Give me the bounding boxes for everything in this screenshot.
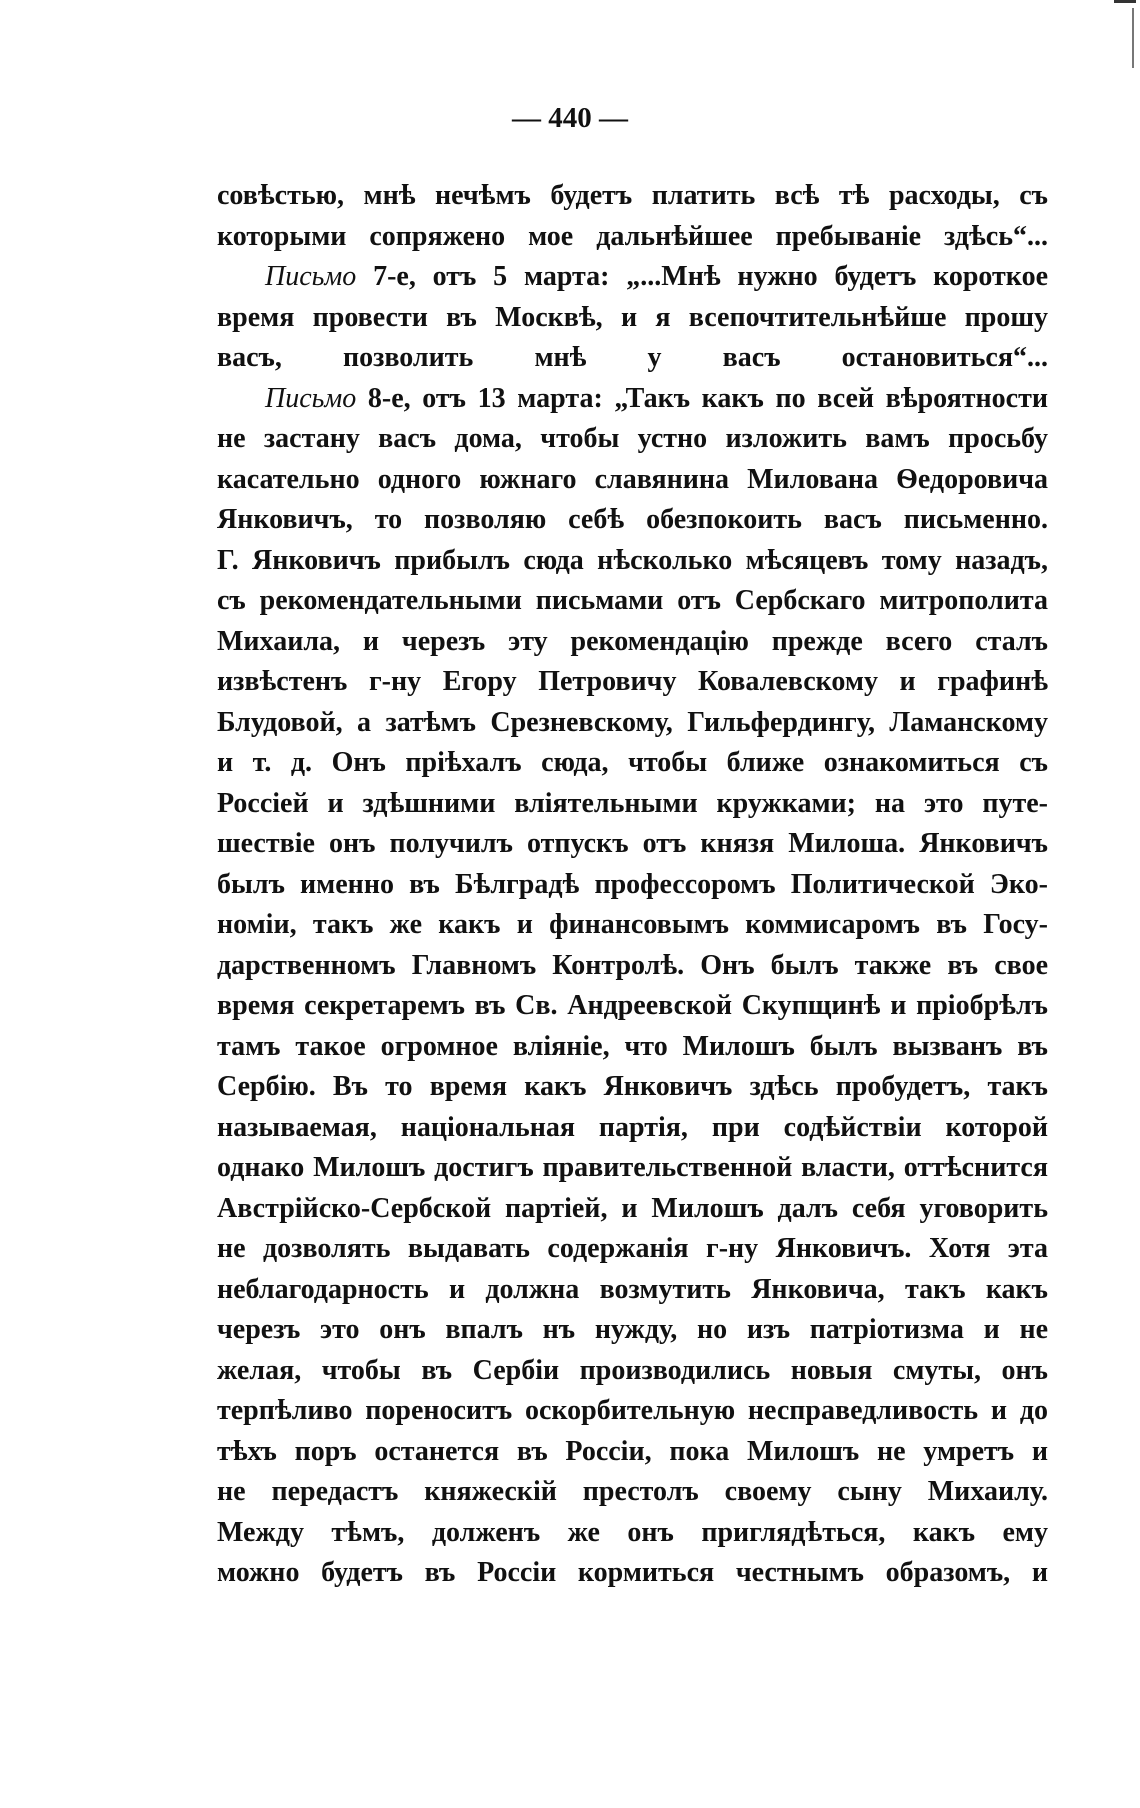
line-text: Янковичъ, то позволяю себѣ обезпокоить васъ письменно. bbox=[217, 504, 1048, 535]
line-text: называемая, національная партія, при содѣйствіи которой bbox=[217, 1111, 1048, 1143]
line-text: Сербію. Въ то время какъ Янковичъ здѣсь пробудетъ, такъ bbox=[217, 1071, 1048, 1102]
text-line bbox=[217, 379, 1048, 420]
line-text: Австрійско-Сербской партіей, и Милошъ далъ себя уговорить bbox=[217, 1192, 1048, 1224]
line-text: можно будетъ въ Россіи кормиться честнымъ образомъ, и bbox=[217, 1557, 1048, 1588]
line-text: которыми сопряжено мое дальнѣйшее пребываніе здѣсь“... bbox=[217, 220, 1048, 252]
page-number: — 440 — bbox=[512, 102, 628, 134]
text-line bbox=[217, 1229, 1048, 1270]
text-line bbox=[217, 500, 1048, 541]
text-line bbox=[217, 1189, 1048, 1230]
line-text: извѣстенъ г-ну Егору Петровичу Ковалевскому и графинѣ bbox=[217, 666, 1048, 697]
text-line bbox=[217, 541, 1048, 582]
text-line bbox=[217, 1270, 1048, 1311]
line-text: однако Милошъ достигъ правительственной власти, оттѣснится bbox=[217, 1152, 1048, 1183]
line-text: шествіе онъ получилъ отпускъ отъ князя Милоша. Янковичъ bbox=[217, 828, 1048, 859]
text-line bbox=[217, 622, 1048, 663]
text-line bbox=[217, 298, 1048, 339]
line-text: дарственномъ Главномъ Контролѣ. Онъ былъ также въ свое bbox=[217, 949, 1048, 981]
text-line bbox=[217, 217, 1048, 258]
line-text: 8-е, отъ 13 марта: „Такъ какъ по всей вѣроятности bbox=[356, 382, 1048, 414]
line-text: Между тѣмъ, долженъ же онъ приглядѣться, какъ ему bbox=[217, 1516, 1048, 1548]
line-text: не дозволять выдавать содержанія г-ну Янковичъ. Хотя эта bbox=[217, 1233, 1048, 1264]
text-line bbox=[217, 743, 1048, 784]
text-line bbox=[217, 1027, 1048, 1068]
text-line bbox=[217, 1067, 1048, 1108]
line-text: васъ, позволить мнѣ у васъ остановиться“... bbox=[217, 342, 1048, 373]
line-text: время провести въ Москвѣ, и я всепочтительнѣйше прошу bbox=[217, 301, 1048, 333]
line-text: Михаила, и черезъ эту рекомендацію прежде всего сталъ bbox=[217, 625, 1048, 657]
text-line bbox=[217, 1513, 1048, 1554]
text-line bbox=[217, 581, 1048, 622]
line-text: не застану васъ дома, чтобы устно изложить вамъ просьбу bbox=[217, 423, 1048, 454]
text-line bbox=[217, 986, 1048, 1027]
text-line bbox=[217, 1108, 1048, 1149]
letter-label: Письмо bbox=[265, 382, 357, 414]
text-line bbox=[217, 338, 1048, 379]
line-text: неблагодарность и должна возмутить Янковича, такъ какъ bbox=[217, 1273, 1048, 1305]
line-text: Россіей и здѣшними вліятельными кружками; на это путе- bbox=[217, 787, 1048, 819]
body-text bbox=[217, 176, 1048, 1594]
text-line bbox=[217, 1148, 1048, 1189]
text-line bbox=[217, 784, 1048, 825]
text-line bbox=[217, 1553, 1048, 1594]
line-text: желая, чтобы въ Сербіи производились новыя смуты, онъ bbox=[217, 1354, 1048, 1386]
text-line bbox=[217, 1391, 1048, 1432]
text-line bbox=[217, 1432, 1048, 1473]
text-line bbox=[217, 460, 1048, 501]
line-text: терпѣливо пореноситъ оскорбительную несправедливость и до bbox=[217, 1395, 1048, 1426]
line-text: съ рекомендательными письмами отъ Сербскаго митрополита bbox=[217, 585, 1048, 616]
scan-mark bbox=[1114, 0, 1136, 3]
line-text: не передастъ княжескій престолъ своему сыну Михаилу. bbox=[217, 1476, 1048, 1507]
line-text: Блудовой, а затѣмъ Срезневскому, Гильфердингу, Ламанскому bbox=[217, 706, 1048, 738]
text-line bbox=[217, 662, 1048, 703]
text-line bbox=[217, 257, 1048, 298]
text-line bbox=[217, 946, 1048, 987]
text-line bbox=[217, 824, 1048, 865]
line-text: черезъ это онъ впалъ нъ нужду, но изъ патріотизма и не bbox=[217, 1314, 1048, 1345]
line-text: касательно одного южнаго славянина Милована Ѳедоровича bbox=[217, 463, 1048, 495]
line-text: Г. Янковичъ прибылъ сюда нѣсколько мѣсяцевъ тому назадъ, bbox=[217, 544, 1048, 576]
line-text: и т. д. Онъ пріѣхалъ сюда, чтобы ближе ознакомиться съ bbox=[217, 747, 1048, 778]
text-line bbox=[217, 419, 1048, 460]
letter-label: Письмо bbox=[265, 261, 357, 292]
scan-mark bbox=[1132, 8, 1134, 68]
text-line bbox=[217, 1472, 1048, 1513]
text-line bbox=[217, 703, 1048, 744]
line-text: время секретаремъ въ Св. Андреевской Скупщинѣ и пріобрѣлъ bbox=[217, 990, 1048, 1021]
line-text: 7-е, отъ 5 марта: „...Мнѣ нужно будетъ короткое bbox=[356, 261, 1048, 292]
line-text: номіи, такъ же какъ и финансовымъ коммисаромъ въ Госу- bbox=[217, 909, 1048, 940]
line-text: тамъ такое огромное вліяніе, что Милошъ былъ вызванъ въ bbox=[217, 1030, 1048, 1062]
text-line bbox=[217, 176, 1048, 217]
text-line bbox=[217, 865, 1048, 906]
text-line bbox=[217, 1310, 1048, 1351]
line-text: былъ именно въ Бѣлградѣ профессоромъ Политической Эко- bbox=[217, 868, 1048, 900]
text-line bbox=[217, 1351, 1048, 1392]
line-text: тѣхъ поръ останется въ Россіи, пока Милошъ не умретъ и bbox=[217, 1435, 1048, 1467]
line-text: совѣстью, мнѣ нечѣмъ будетъ платить всѣ тѣ расходы, съ bbox=[217, 180, 1048, 211]
text-line bbox=[217, 905, 1048, 946]
